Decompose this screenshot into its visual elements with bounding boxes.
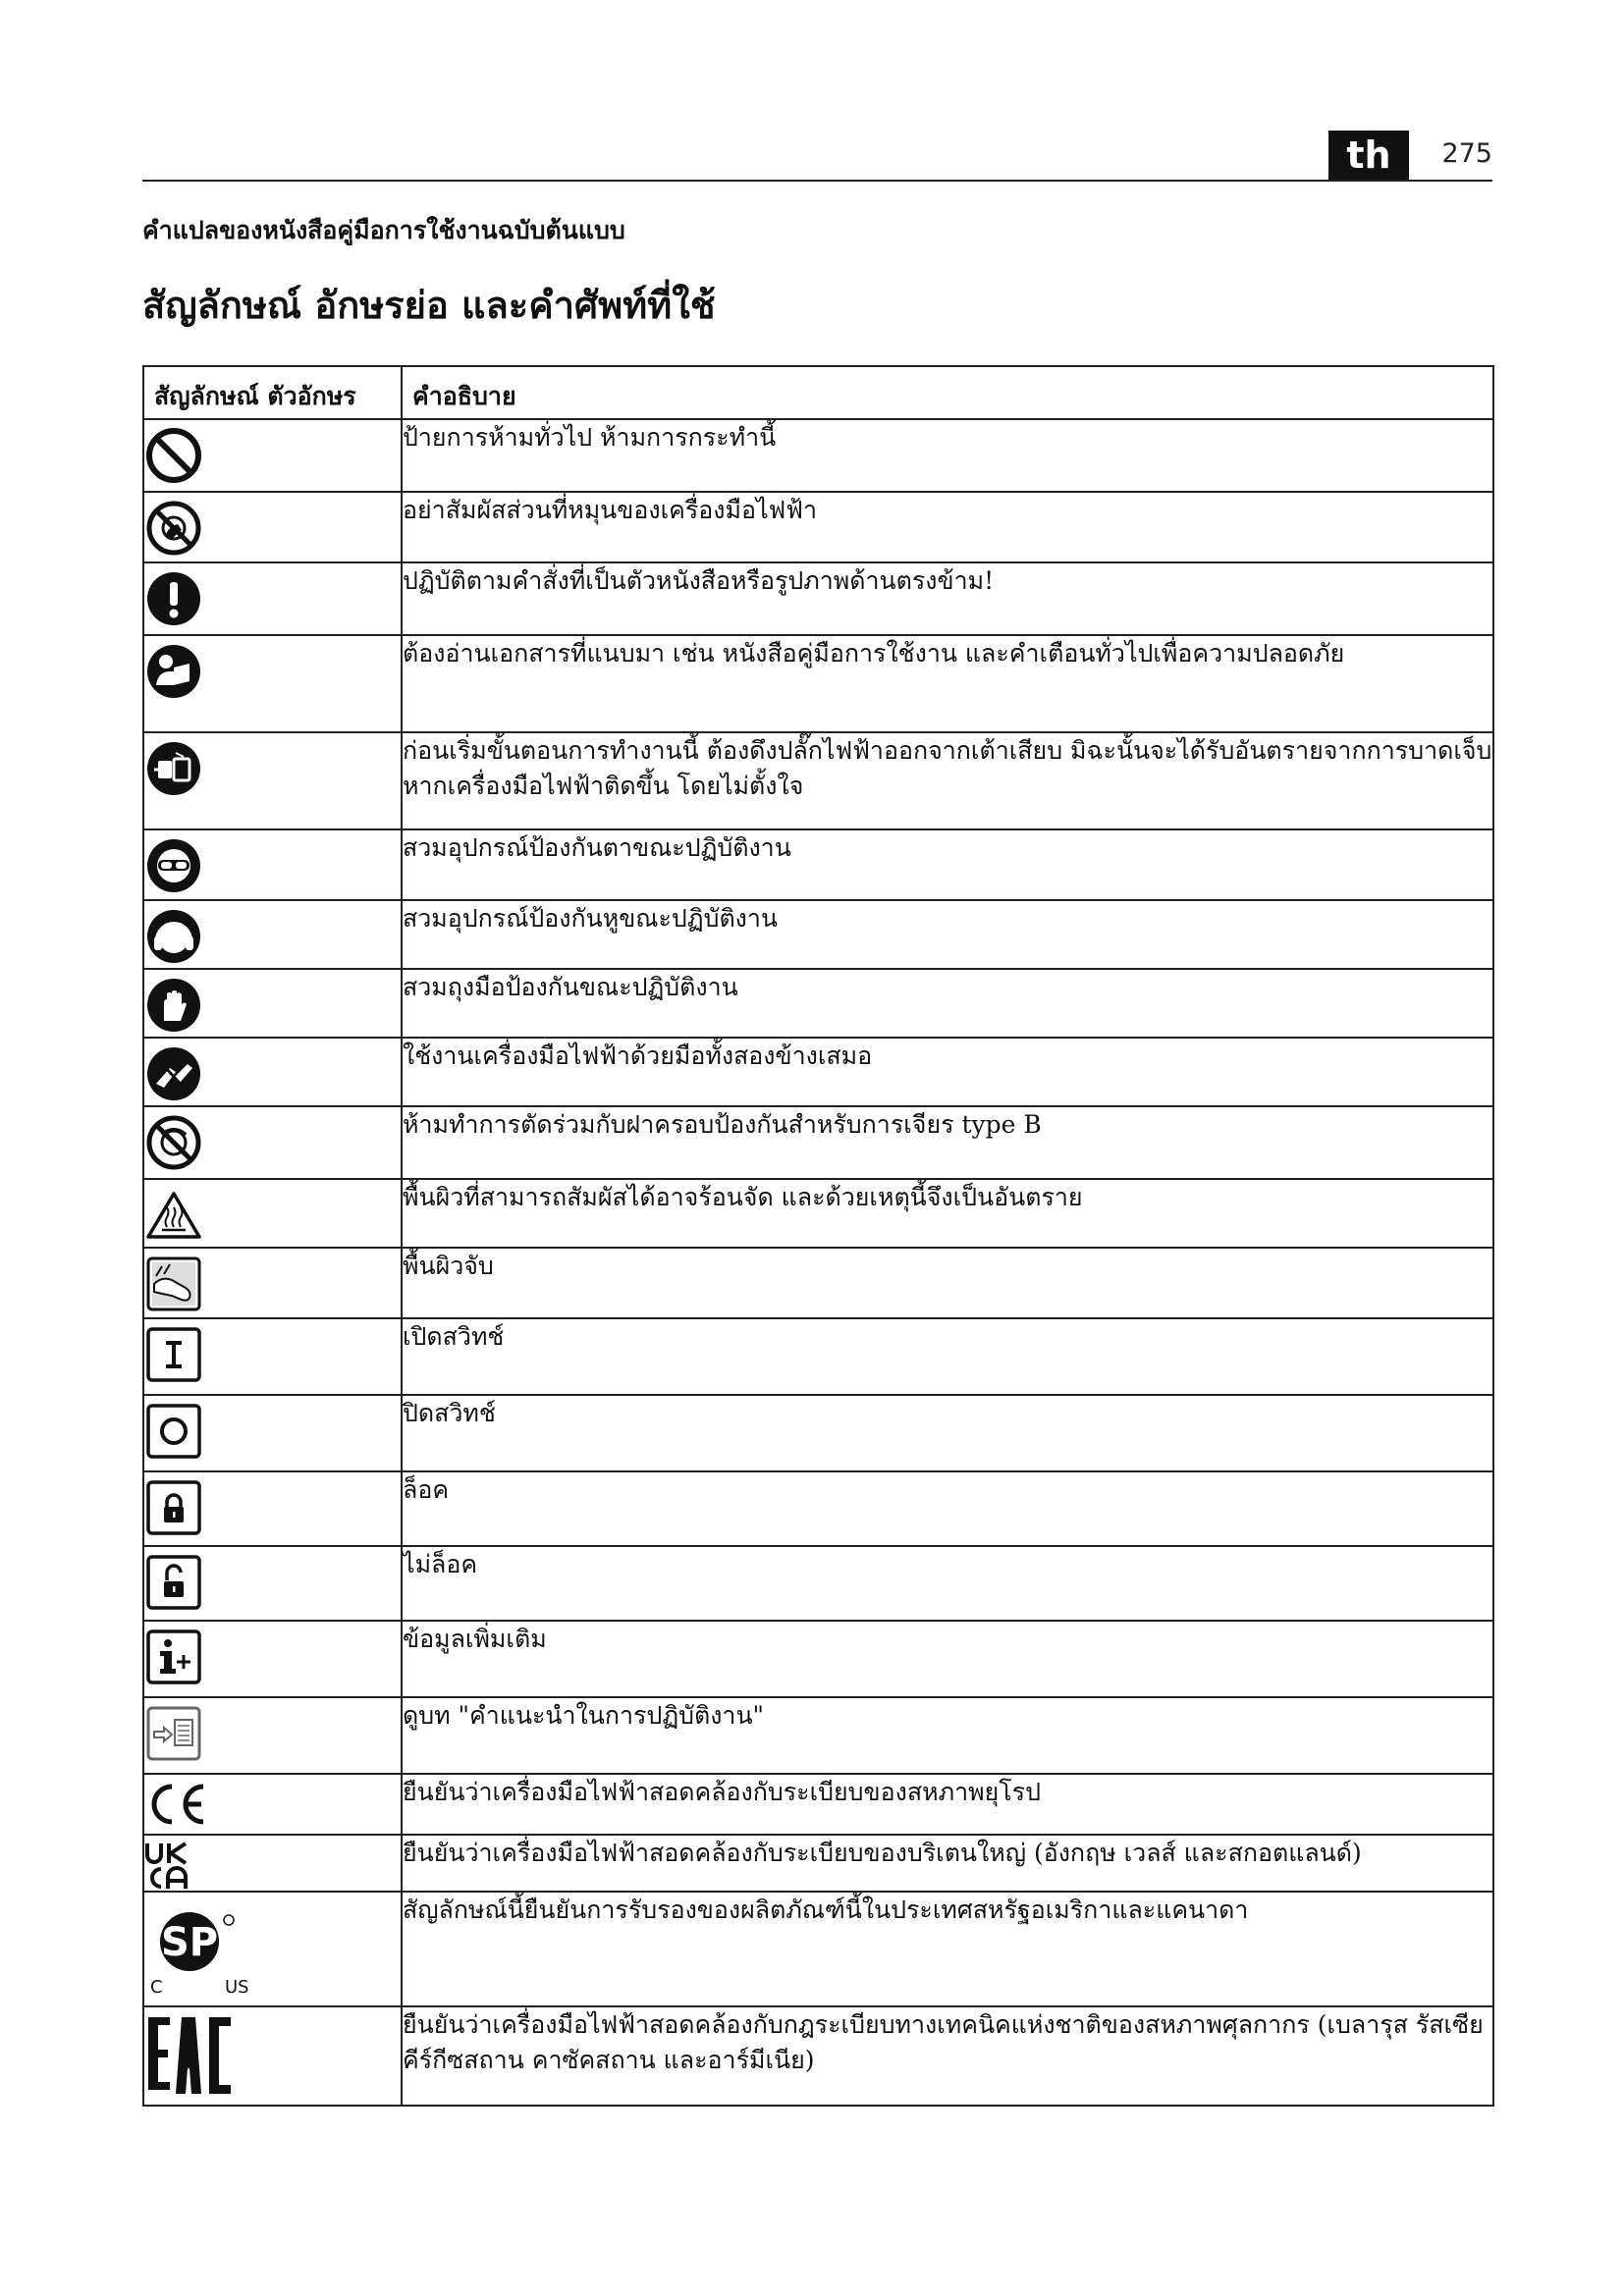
table-row [143,1774,1493,1835]
svg-text:C: C [150,1977,163,1997]
table-row [143,1179,1493,1248]
mandatory-action-icon [144,569,203,628]
row-description: สัญลักษณ์นี้ยืนยันการรับรองของผลิตภัณฑ์นี้ในประเทศสหรัฐอเมริกาและแคนาดา [402,1892,1493,2006]
table-row [143,419,1493,492]
row-description: ล็อค [402,1471,1493,1546]
symbols-table [142,365,1494,2107]
see-chapter-icon [144,1704,203,1763]
svg-text:US: US [225,1977,249,1997]
table-row [143,635,1493,732]
page-number: 275 [1441,138,1492,169]
row-description: ดูบท "คำแนะนำในการปฏิบัติงาน" [402,1697,1493,1774]
row-description: พื้นผิวที่สามารถสัมผัสได้อาจร้อนจัด และด้วยเหตุนี้จึงเป็นอันตราย [402,1179,1493,1248]
row-description: พื้นผิวจับ [402,1248,1493,1318]
table-row [143,562,1493,635]
row-description: อย่าสัมผัสส่วนที่หมุนของเครื่องมือไฟฟ้า [402,492,1493,562]
table-row [143,1038,1493,1106]
switch-on-icon [144,1325,203,1384]
table-row [143,829,1493,900]
row-description: สวมถุงมือป้องกันขณะปฏิบัติงาน [402,969,1493,1038]
language-badge: th [1328,131,1409,180]
lock-icon [144,1478,203,1537]
table-row [143,1697,1493,1774]
table-row [143,969,1493,1038]
row-description: เปิดสวิทช์ [402,1318,1493,1395]
two-hands-icon [144,1044,203,1103]
table-row [143,492,1493,562]
row-description: ป้ายการห้ามทั่วไป ห้ามการกระทำนี้ [402,419,1493,492]
table-row [143,2006,1493,2106]
grip-surface-icon [144,1255,203,1313]
row-description: ไม่ล็อค [402,1546,1493,1621]
hot-surface-icon [144,1186,203,1245]
row-description: ห้ามทำการตัดร่วมกับฝาครอบป้องกันสำหรับการเจียร type B [402,1106,1493,1179]
row-description: ก่อนเริ่มขั้นตอนการทำงานนี้ ต้องดึงปลั๊กไฟฟ้าออกจากเต้าเสียบ มิฉะนั้นจะได้รับอันตรายจากการบาดเจ็บหากเครื่องมือไฟฟ้าติดขึ้น โดยไม่ตั้งใจ [402,732,1493,829]
read-manual-icon [144,642,203,701]
page-header [142,131,1492,182]
table-row [143,1106,1493,1179]
row-description: ยืนยันว่าเครื่องมือไฟฟ้าสอดคล้องกับระเบียบของบริเตนใหญ่ (อังกฤษ เวลส์ และสกอตแลนด์) [402,1835,1493,1892]
row-description: ปฏิบัติตามคำสั่งที่เป็นตัวหนังสือหรือรูปภาพด้านตรงข้าม! [402,562,1493,635]
switch-off-icon [144,1402,203,1461]
row-description: สวมอุปกรณ์ป้องกันหูขณะปฏิบัติงาน [402,900,1493,969]
ukca-mark-icon [144,1842,189,1891]
row-description: ข้อมูลเพิ่มเติม [402,1621,1493,1697]
info-icon [144,1628,203,1686]
table-row [143,1621,1493,1697]
table-row [143,732,1493,829]
table-row [143,1318,1493,1395]
table-row [143,1471,1493,1546]
document-subtitle: คำแปลของหนังสือคู่มือการใช้งานฉบับต้นแบบ [142,216,625,244]
table-header-row [143,366,1493,419]
svg-text:SP: SP [160,1920,219,1965]
eye-protection-icon [144,836,203,895]
column-header-symbol: สัญลักษณ์ ตัวอักษร [143,366,402,419]
ear-protection-icon [144,907,203,966]
row-description: ยืนยันว่าเครื่องมือไฟฟ้าสอดคล้องกับกฎระเบียบทางเทคนิคแห่งชาติของสหภาพศุลกากร (เบลารุส รัสเซีย คีร์กีซสถาน คาซัคสถาน และอาร์มีเนีย) [402,2006,1493,2106]
table-row [143,1892,1493,2006]
table-row [143,1546,1493,1621]
column-header-description: คำอธิบาย [402,366,1493,419]
table-row [143,1395,1493,1471]
table-row [143,900,1493,969]
row-description: ใช้งานเครื่องมือไฟฟ้าด้วยมือทั้งสองข้างเสมอ [402,1038,1493,1106]
row-description: ต้องอ่านเอกสารที่แนบมา เช่น หนังสือคู่มือการใช้งาน และคำเตือนทั่วไปเพื่อความปลอดภัย [402,635,1493,732]
row-description: ยืนยันว่าเครื่องมือไฟฟ้าสอดคล้องกับระเบียบของสหภาพยุโรป [402,1774,1493,1835]
row-description: สวมอุปกรณ์ป้องกันตาขณะปฏิบัติงาน [402,829,1493,900]
page-title: สัญลักษณ์ อักษรย่อ และคำศัพท์ที่ใช้ [142,283,716,327]
unplug-icon [144,739,203,798]
unlock-icon [144,1553,203,1612]
table-row [143,1835,1493,1892]
gloves-icon [144,976,203,1035]
prohibition-icon [144,426,203,485]
row-description: ปิดสวิทช์ [402,1395,1493,1471]
do-not-touch-rotating-parts-icon [144,499,203,558]
ce-mark-icon [144,1781,209,1828]
eac-mark-icon [144,2013,239,2098]
csa-mark-icon [144,1898,262,1997]
table-row [143,1248,1493,1318]
no-cutting-with-guard-icon [144,1113,203,1172]
